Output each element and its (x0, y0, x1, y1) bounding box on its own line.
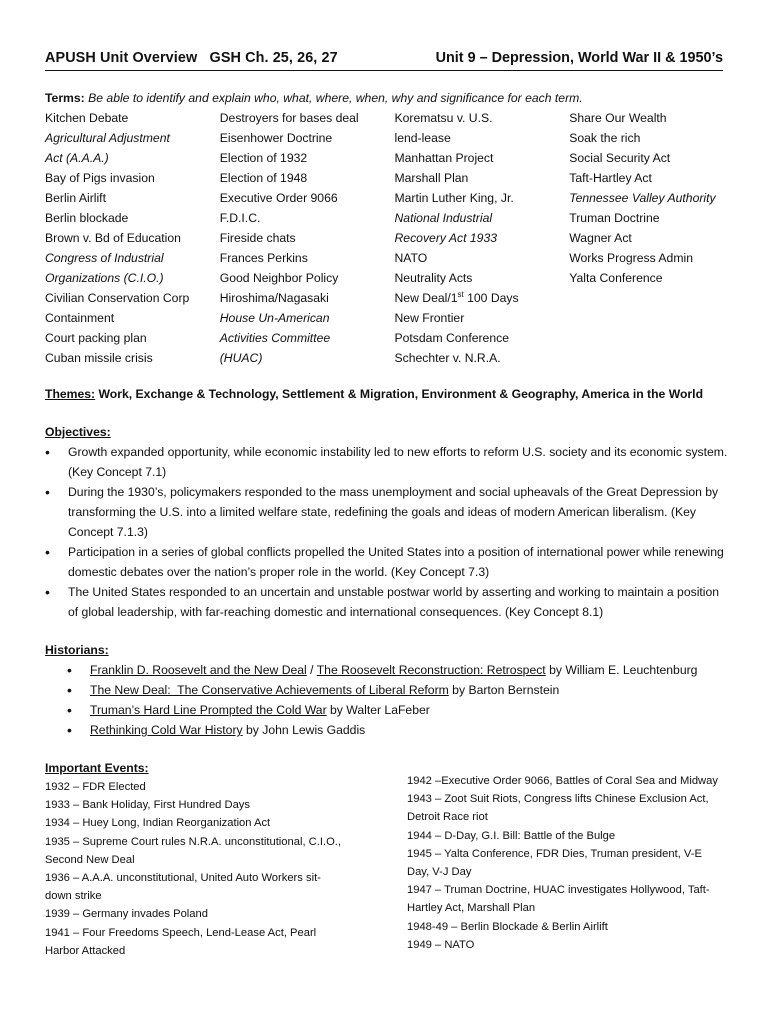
term-item: Election of 1948 (219, 171, 308, 185)
term-item: Yalta Conference (569, 271, 663, 285)
historian-work-title: Franklin D. Roosevelt and the New Deal (90, 663, 307, 677)
historian-author: by Walter LaFeber (326, 703, 430, 717)
historian-author: by William E. Leuchtenburg (545, 663, 698, 677)
term-item: National Industrial (394, 211, 493, 225)
term-item: New Deal/1st 100 Days (394, 289, 519, 305)
document-header (45, 48, 723, 71)
term-item: Truman Doctrine (569, 211, 660, 225)
term-item: Eisenhower Doctrine (219, 131, 333, 145)
term-item: Good Neighbor Policy (219, 271, 339, 285)
term-item: Schechter v. N.R.A. (394, 351, 501, 365)
term-item: Manhattan Project (394, 151, 494, 165)
header-unit-title: Unit 9 – Depression, World War II & 1950’s (435, 50, 723, 66)
historian-work-title: Truman’s Hard Line Prompted the Cold War (90, 703, 327, 717)
term-item: Act (A.A.A.) (45, 151, 109, 165)
term-item: Neutrality Acts (394, 271, 473, 285)
term-item: Hiroshima/Nagasaki (219, 291, 329, 305)
term-item: Court packing plan (45, 331, 147, 345)
terms-column-3 (395, 108, 570, 368)
term-item: Brown v. Bd of Education (45, 231, 181, 245)
objective-item: • Growth expanded opportunity, while economic instability led to new efforts to reform U.S. society and its economic system. (Key Concept 7.1) (45, 442, 728, 482)
themes-line (45, 384, 729, 404)
events-left-column (45, 778, 407, 960)
term-item: Soak the rich (569, 131, 641, 145)
historian-work-title: Rethinking Cold War History (90, 723, 243, 737)
term-item: Containment (45, 311, 115, 325)
term-item: Potsdam Conference (394, 331, 509, 345)
event-item: 1933 – Bank Holiday, First Hundred Days (45, 799, 250, 812)
objective-item: • Participation in a series of global conflicts propelled the United States into a position of international power while renewing domestic debates over the nation’s proper role in the world. (Key Concept 7.3) (45, 542, 728, 582)
terms-label: Terms: (45, 91, 85, 105)
term-item: Share Our Wealth (569, 111, 667, 125)
event-item: 1932 – FDR Elected (45, 781, 146, 793)
term-item: (HUAC) (219, 351, 263, 365)
term-item: Berlin Airlift (45, 191, 106, 205)
terms-grid (45, 108, 729, 368)
event-item: 1948-49 – Berlin Blockade & Berlin Airlift (407, 920, 608, 933)
event-item: 1935 – Supreme Court rules N.R.A. unconstitutional, C.I.O., Second New Deal (45, 835, 341, 866)
historian-author: by Barton Bernstein (448, 683, 560, 697)
event-item: 1947 – Truman Doctrine, HUAC investigates Hollywood, Taft-Hartley Act, Marshall Plan (407, 884, 710, 915)
events-title: Important Events: (45, 761, 149, 775)
objectives-title: Objectives: (45, 425, 111, 439)
themes-text: Work, Exchange & Technology, Settlement & Migration, Environment & Geography, America in the World (98, 387, 704, 401)
term-item: New Frontier (394, 311, 465, 325)
event-item: 1944 – D-Day, G.I. Bill: Battle of the Bulge (407, 829, 616, 842)
historian-item (45, 660, 729, 680)
event-item: 1942 –Executive Order 9066, Battles of Coral Sea and Midway (407, 775, 718, 787)
objective-item: • During the 1930’s, policymakers responded to the mass unemployment and social upheavals of the Great Depression by transforming the U.S. into a limited welfare state, redefining the goals and ideas of modern American liberalism. (Key Concept 7.1.3) (45, 482, 728, 542)
term-item: Social Security Act (569, 151, 671, 165)
historian-item (45, 680, 729, 700)
event-item: 1945 – Yalta Conference, FDR Dies, Truman president, V-E Day, V-J Day (407, 847, 702, 879)
event-item: 1943 – Zoot Suit Riots, Congress lifts Chinese Exclusion Act, Detroit Race riot (407, 793, 709, 824)
terms-column-1 (45, 108, 220, 368)
term-item: Agricultural Adjustment (45, 131, 170, 145)
term-item: Martin Luther King, Jr. (394, 191, 514, 205)
term-item: Berlin blockade (45, 211, 129, 225)
event-item: 1934 – Huey Long, Indian Reorganization Act (45, 817, 271, 830)
term-item: F.D.I.C. (219, 211, 261, 225)
terms-column-4 (569, 108, 729, 368)
term-item: lend-lease (394, 131, 451, 145)
term-item: NATO (394, 251, 428, 265)
term-item: Activities Committee (219, 331, 331, 345)
term-item: Destroyers for bases deal (219, 111, 359, 125)
term-item: Wagner Act (569, 231, 632, 245)
term-item: Bay of Pigs invasion (45, 171, 155, 185)
historians-title: Historians: (45, 643, 109, 657)
header-course-title: APUSH Unit Overview GSH Ch. 25, 26, 27 (45, 50, 338, 66)
objectives-list (45, 442, 729, 622)
term-item: Civilian Conservation Corp (45, 291, 190, 305)
terms-intro (45, 88, 729, 108)
historians-list (45, 660, 729, 740)
term-item: Recovery Act 1933 (394, 231, 498, 245)
event-item: 1939 – Germany invades Poland (45, 908, 208, 921)
historian-item (45, 720, 729, 740)
historian-separator: / (306, 663, 317, 677)
term-item: Kitchen Debate (45, 111, 129, 125)
document-page (45, 48, 729, 960)
term-item: Organizations (C.I.O.) (45, 271, 164, 285)
event-item: 1941 – Four Freedoms Speech, Lend-Lease Act, Pearl Harbor Attacked (45, 926, 317, 957)
term-item: House Un-American (219, 311, 330, 325)
term-item: Fireside chats (219, 231, 296, 245)
term-item: Taft-Hartley Act (569, 171, 652, 185)
term-item: Korematsu v. U.S. (394, 111, 493, 125)
events-right-column (407, 772, 727, 960)
historian-work-title: The New Deal: The Conservative Achievements of Liberal Reform (90, 683, 449, 697)
term-item: Tennessee Valley Authority (569, 191, 716, 205)
themes-label: Themes: (45, 387, 96, 401)
term-item: Marshall Plan (394, 171, 469, 185)
terms-instructions: Be able to identify and explain who, what, where, when, why and significance for each term. (88, 91, 583, 105)
objective-item: • The United States responded to an uncertain and unstable postwar world by asserting and working to maintain a position of global leadership, with far-reaching domestic and international consequences. (Key Concept 8.1) (45, 582, 728, 622)
terms-column-2 (220, 108, 395, 368)
term-item: Executive Order 9066 (219, 191, 338, 205)
term-item: Cuban missile crisis (45, 351, 153, 365)
event-item: 1949 – NATO (407, 938, 475, 951)
historian-item (45, 700, 729, 720)
term-item: Congress of Industrial (45, 251, 164, 265)
term-item: Frances Perkins (219, 251, 308, 265)
event-item: 1936 – A.A.A. unconstitutional, United Auto Workers sit-down strike (45, 872, 321, 903)
events-columns (45, 775, 729, 960)
historian-author: by John Lewis Gaddis (242, 723, 366, 737)
term-item: Works Progress Admin (569, 251, 693, 265)
term-item: Election of 1932 (219, 151, 308, 165)
historian-work-title: The Roosevelt Reconstruction: Retrospect (316, 663, 546, 677)
